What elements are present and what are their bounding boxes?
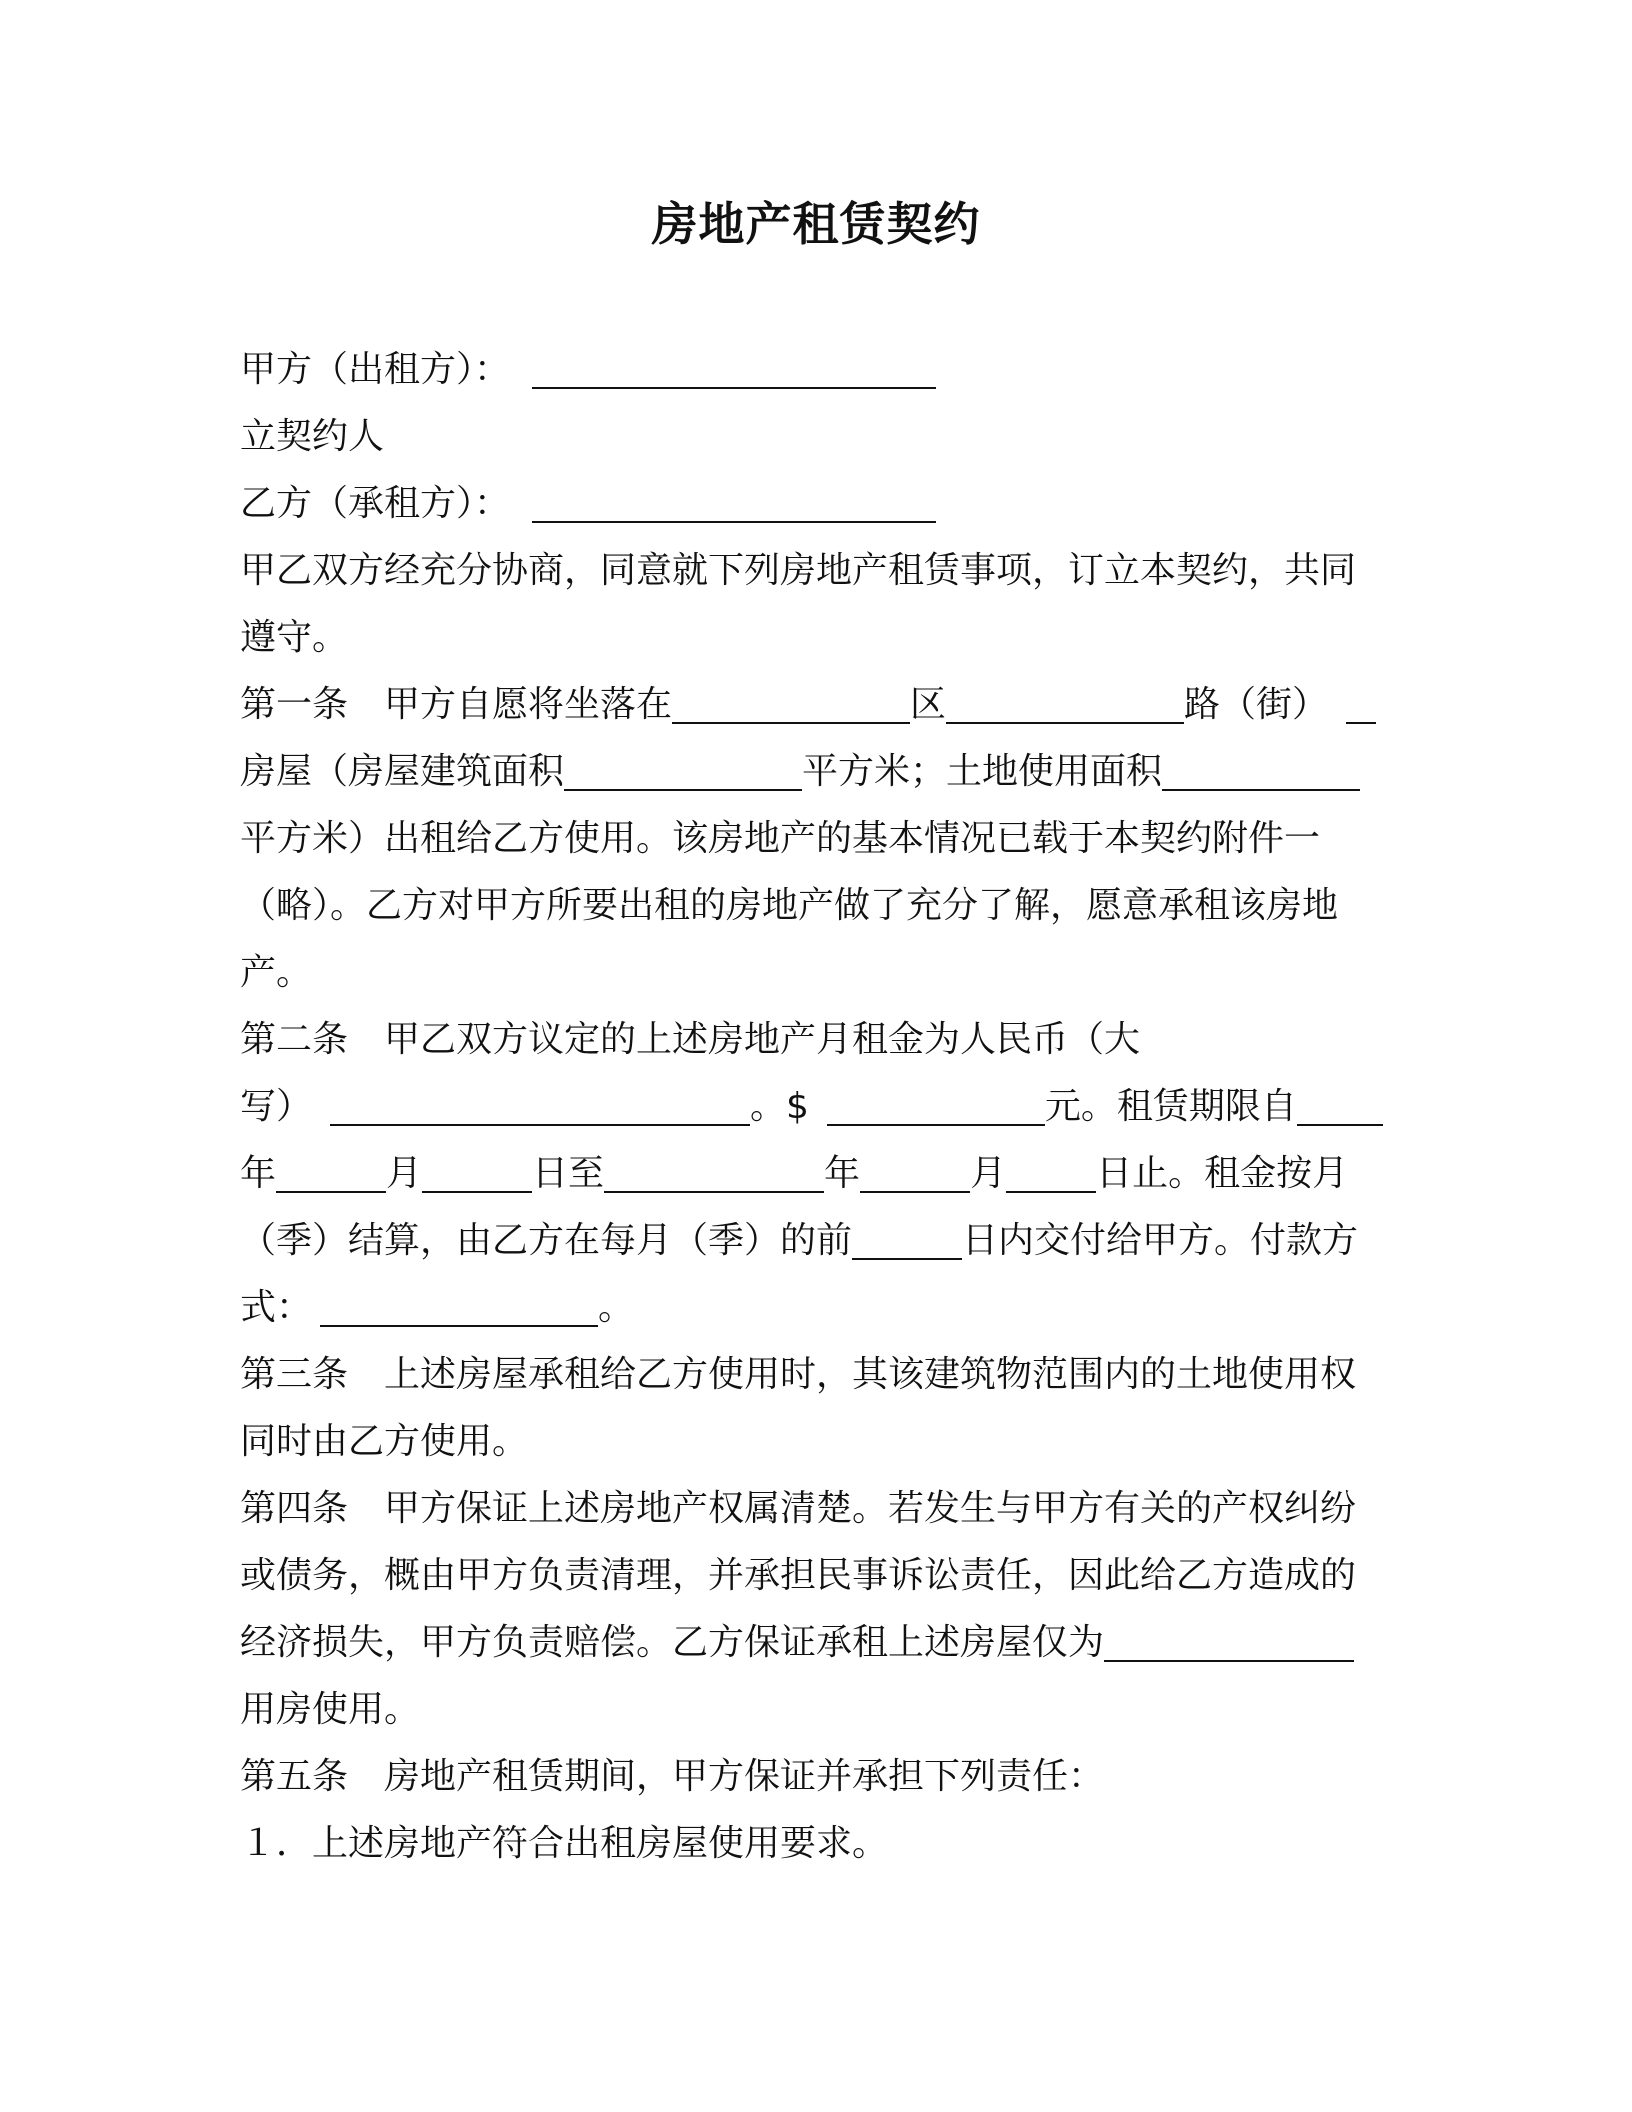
district-blank — [672, 686, 910, 724]
article-3-text-2: 同时由乙方使用。 — [240, 1421, 529, 1462]
usage-purpose-blank — [1104, 1624, 1354, 1662]
end-month-blank — [860, 1155, 970, 1193]
article-3-line-2 — [240, 1408, 1390, 1475]
article-3-line-1 — [240, 1341, 1390, 1408]
term-start-label: 元。租赁期限自 — [1044, 1086, 1297, 1127]
article-2-line-1 — [240, 1006, 1390, 1073]
party-a-blank — [532, 351, 936, 389]
preamble-line-1 — [240, 537, 1390, 604]
month-label-1: 月 — [386, 1153, 423, 1194]
article-5-item-1-text: １．上述房地产符合出租房屋使用要求。 — [240, 1823, 889, 1864]
article-1-text-4: （略）。乙方对甲方所要出租的房地产做了充分了解，愿意承租该房地 — [240, 885, 1339, 926]
article-3-heading: 第三条 — [240, 1354, 349, 1395]
article-4-text-2: 或债务，概由甲方负责清理，并承担民事诉讼责任，因此给乙方造成的 — [240, 1555, 1357, 1596]
road-label: 路（街） — [1184, 684, 1329, 725]
article-1-line-2 — [240, 738, 1390, 805]
article-1-line-3 — [240, 805, 1390, 872]
contract-body — [240, 336, 1390, 1877]
payment-due-label: 日内交付给甲方。付款方 — [962, 1220, 1359, 1261]
article-2-line-3 — [240, 1140, 1390, 1207]
article-4-line-4 — [240, 1676, 1390, 1743]
article-2-line-2 — [240, 1073, 1390, 1140]
preamble-line-2 — [240, 604, 1390, 671]
settlement-label: （季）结算，由乙方在每月（季）的前 — [240, 1220, 853, 1261]
article-1-line-1 — [240, 671, 1390, 738]
start-month-blank — [276, 1155, 386, 1193]
article-5-line-1 — [240, 1743, 1390, 1810]
party-b-line — [240, 470, 1390, 537]
dollar-label: 。$ — [750, 1086, 809, 1127]
preamble-text-1: 甲乙双方经充分协商，同意就下列房地产租赁事项，订立本契约，共同 — [240, 550, 1357, 591]
article-1-line-5 — [240, 939, 1390, 1006]
district-label: 区 — [910, 684, 947, 725]
start-year-blank — [1297, 1088, 1383, 1126]
article-5-text-1: 房地产租赁期间，甲方保证并承担下列责任： — [384, 1756, 1105, 1797]
article-4-line-3 — [240, 1609, 1390, 1676]
article-1-text-3: 平方米）出租给乙方使用。该房地产的基本情况已载于本契约附件一 — [240, 818, 1321, 859]
article-5-item-1 — [240, 1810, 1390, 1877]
year-label-1: 年 — [240, 1153, 277, 1194]
article-5-heading: 第五条 — [240, 1756, 349, 1797]
article-2-line-5 — [240, 1274, 1390, 1341]
payment-method-label: 式： — [240, 1287, 313, 1328]
article-2-line-4 — [240, 1207, 1390, 1274]
capital-amount-label: 写） — [240, 1086, 313, 1127]
day-to-label: 日至 — [532, 1153, 605, 1194]
article-1-text-1: 甲方自愿将坐落在 — [384, 684, 673, 725]
month-label-2: 月 — [970, 1153, 1007, 1194]
article-4-line-2 — [240, 1542, 1390, 1609]
article-2-heading: 第二条 — [240, 1019, 349, 1060]
article-1-line-4 — [240, 872, 1390, 939]
party-b-label: 乙方（承租方）： — [240, 483, 511, 524]
year-label-2: 年 — [824, 1153, 861, 1194]
party-a-label: 甲方（出租方）： — [240, 349, 511, 390]
article-3-text-1: 上述房屋承租给乙方使用时，其该建筑物范围内的土地使用权 — [384, 1354, 1357, 1395]
land-area-blank — [1162, 753, 1360, 791]
building-area-blank — [564, 753, 802, 791]
signatory-label: 立契约人 — [240, 416, 385, 457]
signatory-line — [240, 403, 1390, 470]
day-end-label: 日止。租金按月 — [1096, 1153, 1349, 1194]
end-year-blank — [604, 1155, 824, 1193]
article-1-heading: 第一条 — [240, 684, 349, 725]
road-blank — [946, 686, 1184, 724]
article-4-line-1 — [240, 1475, 1390, 1542]
article-2-text-1: 甲乙双方议定的上述房地产月租金为人民币（大 — [384, 1019, 1141, 1060]
payment-days-blank — [852, 1222, 962, 1260]
article-1-text-5: 产。 — [240, 952, 313, 993]
document-title: 房地产租赁契约 — [651, 197, 981, 251]
article-4-text-1: 甲方保证上述房地产权属清楚。若发生与甲方有关的产权纠纷 — [384, 1488, 1357, 1529]
party-b-blank — [532, 485, 936, 523]
dollar-amount-blank — [827, 1088, 1045, 1126]
number-blank — [1346, 686, 1376, 724]
building-area-label: 房屋（房屋建筑面积 — [240, 751, 565, 792]
land-area-label: 平方米；土地使用面积 — [802, 751, 1163, 792]
payment-method-blank — [320, 1289, 598, 1327]
payment-method-end: 。 — [598, 1287, 635, 1328]
end-day-blank — [1006, 1155, 1096, 1193]
capital-amount-blank — [330, 1088, 750, 1126]
preamble-text-2: 遵守。 — [240, 617, 349, 658]
party-a-line — [240, 336, 1390, 403]
article-4-text-4: 用房使用。 — [240, 1689, 421, 1730]
article-4-text-3: 经济损失，甲方负责赔偿。乙方保证承租上述房屋仅为 — [240, 1622, 1105, 1663]
start-day-blank — [422, 1155, 532, 1193]
article-4-heading: 第四条 — [240, 1488, 349, 1529]
